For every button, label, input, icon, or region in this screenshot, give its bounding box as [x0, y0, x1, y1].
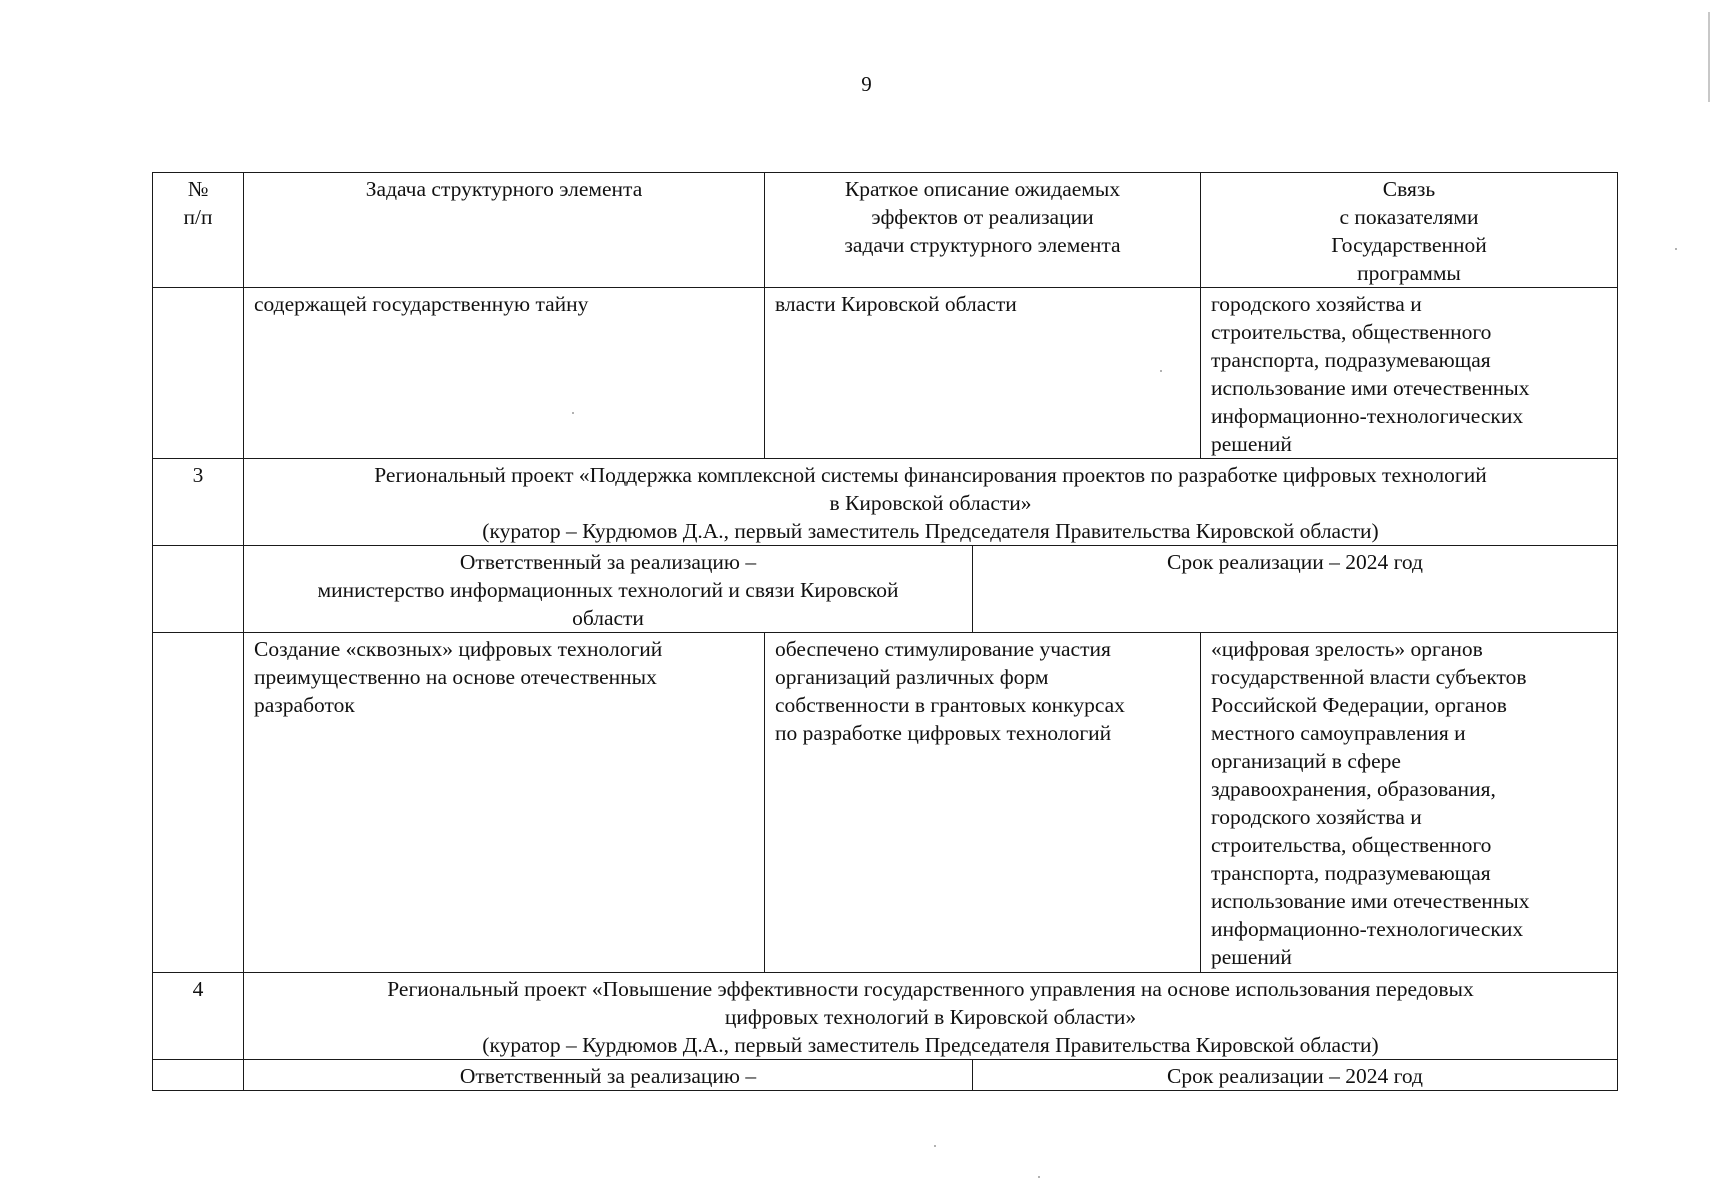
- deadline-cell: Срок реализации – 2024 год: [973, 546, 1618, 633]
- responsible-row: [153, 546, 1618, 633]
- header-effects: Краткое описание ожидаемых эффектов от реализации задачи структурного элемента: [765, 173, 1201, 288]
- project-title: Региональный проект «Поддержка комплексной системы финансирования проектов по разработке цифровых технологий в Кировской области» (куратор – Курдюмов Д.А., первый заместитель Председателя Правительства Кировской области): [244, 459, 1618, 546]
- scan-speck: [934, 1145, 936, 1147]
- row-link: «цифровая зрелость» органов государственной власти субъектов Российской Федерации, органов местного самоуправления и организаций в сфере здравоохранения, образования, городского хозяйства и строительства, общественного транспорта, подразумевающая использование ими отечественных информационно-технологических решений: [1201, 633, 1618, 973]
- header-link: Связь с показателями Государственной программы: [1201, 173, 1618, 288]
- project-title: Региональный проект «Повышение эффективности государственного управления на основе использования передовых цифровых технологий в Кировской области» (куратор – Курдюмов Д.А., первый заместитель Председателя Правительства Кировской области): [244, 973, 1618, 1060]
- row-effects: власти Кировской области: [765, 288, 1201, 459]
- row-task: содержащей государственную тайну: [244, 288, 765, 459]
- row-number: [153, 288, 244, 459]
- project-number: 3: [153, 459, 244, 546]
- scan-speck: [1038, 1176, 1040, 1178]
- table-row: [153, 633, 1618, 973]
- project-number: 4: [153, 973, 244, 1060]
- row-task: Создание «сквозных» цифровых технологий преимущественно на основе отечественных разработок: [244, 633, 765, 973]
- page-number: 9: [861, 72, 872, 96]
- responsible-cell: Ответственный за реализацию –: [244, 1060, 973, 1091]
- document-table: [152, 172, 1618, 1091]
- table-row: [153, 288, 1618, 459]
- header-task: Задача структурного элемента: [244, 173, 765, 288]
- row-link: городского хозяйства и строительства, общественного транспорта, подразумевающая использование ими отечественных информационно-технологических решений: [1201, 288, 1618, 459]
- scan-speck: [1675, 248, 1677, 250]
- row-effects: обеспечено стимулирование участия организаций различных форм собственности в грантовых конкурсах по разработке цифровых технологий: [765, 633, 1201, 973]
- project-row: [153, 459, 1618, 546]
- table-header-row: [153, 173, 1618, 288]
- project-row: [153, 973, 1618, 1060]
- responsible-row: [153, 1060, 1618, 1091]
- row-number: [153, 633, 244, 973]
- header-number: № п/п: [153, 173, 244, 288]
- responsible-number: [153, 546, 244, 633]
- deadline-cell: Срок реализации – 2024 год: [973, 1060, 1618, 1091]
- responsible-number: [153, 1060, 244, 1091]
- responsible-cell: Ответственный за реализацию – министерство информационных технологий и связи Кировской области: [244, 546, 973, 633]
